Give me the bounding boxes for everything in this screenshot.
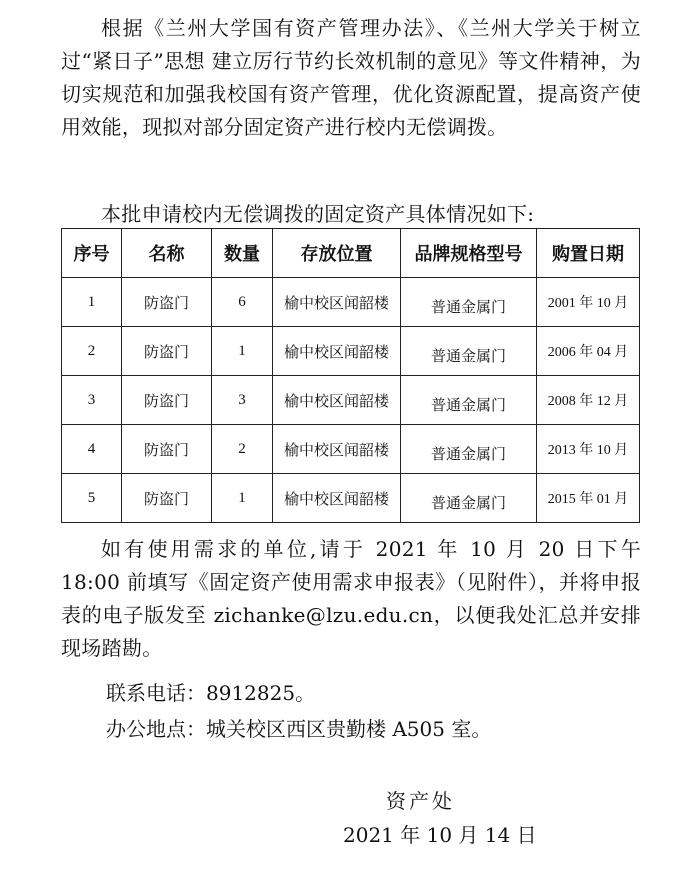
cell-location: 榆中校区闻韶楼 — [273, 376, 401, 425]
signature-date: 2021 年 10 月 14 日 — [343, 823, 537, 847]
cell-quantity: 6 — [212, 278, 273, 327]
cell-index: 3 — [62, 376, 122, 425]
header-quantity: 数量 — [212, 229, 273, 278]
cell-spec-text: 普通金属门 — [430, 297, 506, 316]
request-paragraph: 如有使用需求的单位,请于 2021 年 10 月 20 日下午 18:00 前填写《固定资产使用需求申报表》（见附件），并将申报表的电子版发至 zichanke@lzu.edu.cn，以便我处汇总并安排现场踏勘。 — [61, 537, 641, 660]
table-header-row — [62, 229, 640, 278]
cell-name: 防盗门 — [122, 327, 212, 376]
header-location: 存放位置 — [273, 229, 401, 278]
table-row — [62, 327, 640, 376]
intro-paragraph: 根据《兰州大学国有资产管理办法》、《兰州大学关于树立过“紧日子”思想 建立厉行节约长效机制的意见》等文件精神，为切实规范和加强我校国有资产管理，优化资源配置，提高资产使用效能，现拟对部分固定资产进行校内无偿调拨。 — [61, 16, 641, 139]
cell-purchase-date — [537, 474, 640, 523]
cell-spec — [401, 278, 537, 327]
cell-spec — [401, 327, 537, 376]
asset-table — [61, 228, 640, 523]
cell-location: 榆中校区闻韶楼 — [273, 474, 401, 523]
cell-purchase-date — [537, 327, 640, 376]
table-lead-text: 本批申请校内无偿调拨的固定资产具体情况如下: — [101, 202, 535, 226]
cell-spec — [401, 376, 537, 425]
cell-index: 5 — [62, 474, 122, 523]
cell-purchase-date — [537, 376, 640, 425]
cell-location: 榆中校区闻韶楼 — [273, 425, 401, 474]
cell-location: 榆中校区闻韶楼 — [273, 278, 401, 327]
table-row — [62, 278, 640, 327]
cell-date-text: 2015 年 01 月 — [547, 492, 629, 507]
cell-date-text: 2013 年 10 月 — [547, 443, 629, 458]
cell-date-text: 2001 年 10 月 — [547, 296, 629, 311]
header-index: 序号 — [62, 229, 122, 278]
cell-location: 榆中校区闻韶楼 — [273, 327, 401, 376]
cell-index: 2 — [62, 327, 122, 376]
office-location: 办公地点：城关校区西区贵勤楼 A505 室。 — [106, 717, 492, 741]
cell-purchase-date — [537, 425, 640, 474]
cell-spec-text: 普通金属门 — [430, 444, 506, 463]
cell-name: 防盗门 — [122, 376, 212, 425]
cell-quantity: 1 — [212, 327, 273, 376]
cell-name: 防盗门 — [122, 474, 212, 523]
cell-quantity: 1 — [212, 474, 273, 523]
cell-date-text: 2008 年 12 月 — [547, 394, 629, 409]
cell-spec — [401, 425, 537, 474]
cell-index: 1 — [62, 278, 122, 327]
header-spec: 品牌规格型号 — [401, 229, 537, 278]
cell-name: 防盗门 — [122, 278, 212, 327]
cell-spec-text: 普通金属门 — [430, 493, 506, 512]
cell-purchase-date — [537, 278, 640, 327]
signature-org: 资产处 — [386, 789, 455, 813]
cell-spec-text: 普通金属门 — [430, 346, 506, 365]
header-purchase-date: 购置日期 — [537, 229, 640, 278]
cell-name: 防盗门 — [122, 425, 212, 474]
table-row — [62, 474, 640, 523]
cell-spec-text: 普通金属门 — [430, 395, 506, 414]
cell-spec — [401, 474, 537, 523]
contact-phone: 联系电话：8912825。 — [106, 681, 316, 705]
cell-quantity: 2 — [212, 425, 273, 474]
cell-quantity: 3 — [212, 376, 273, 425]
cell-date-text: 2006 年 04 月 — [547, 345, 629, 360]
table-row — [62, 376, 640, 425]
cell-index: 4 — [62, 425, 122, 474]
header-name: 名称 — [122, 229, 212, 278]
table-row — [62, 425, 640, 474]
